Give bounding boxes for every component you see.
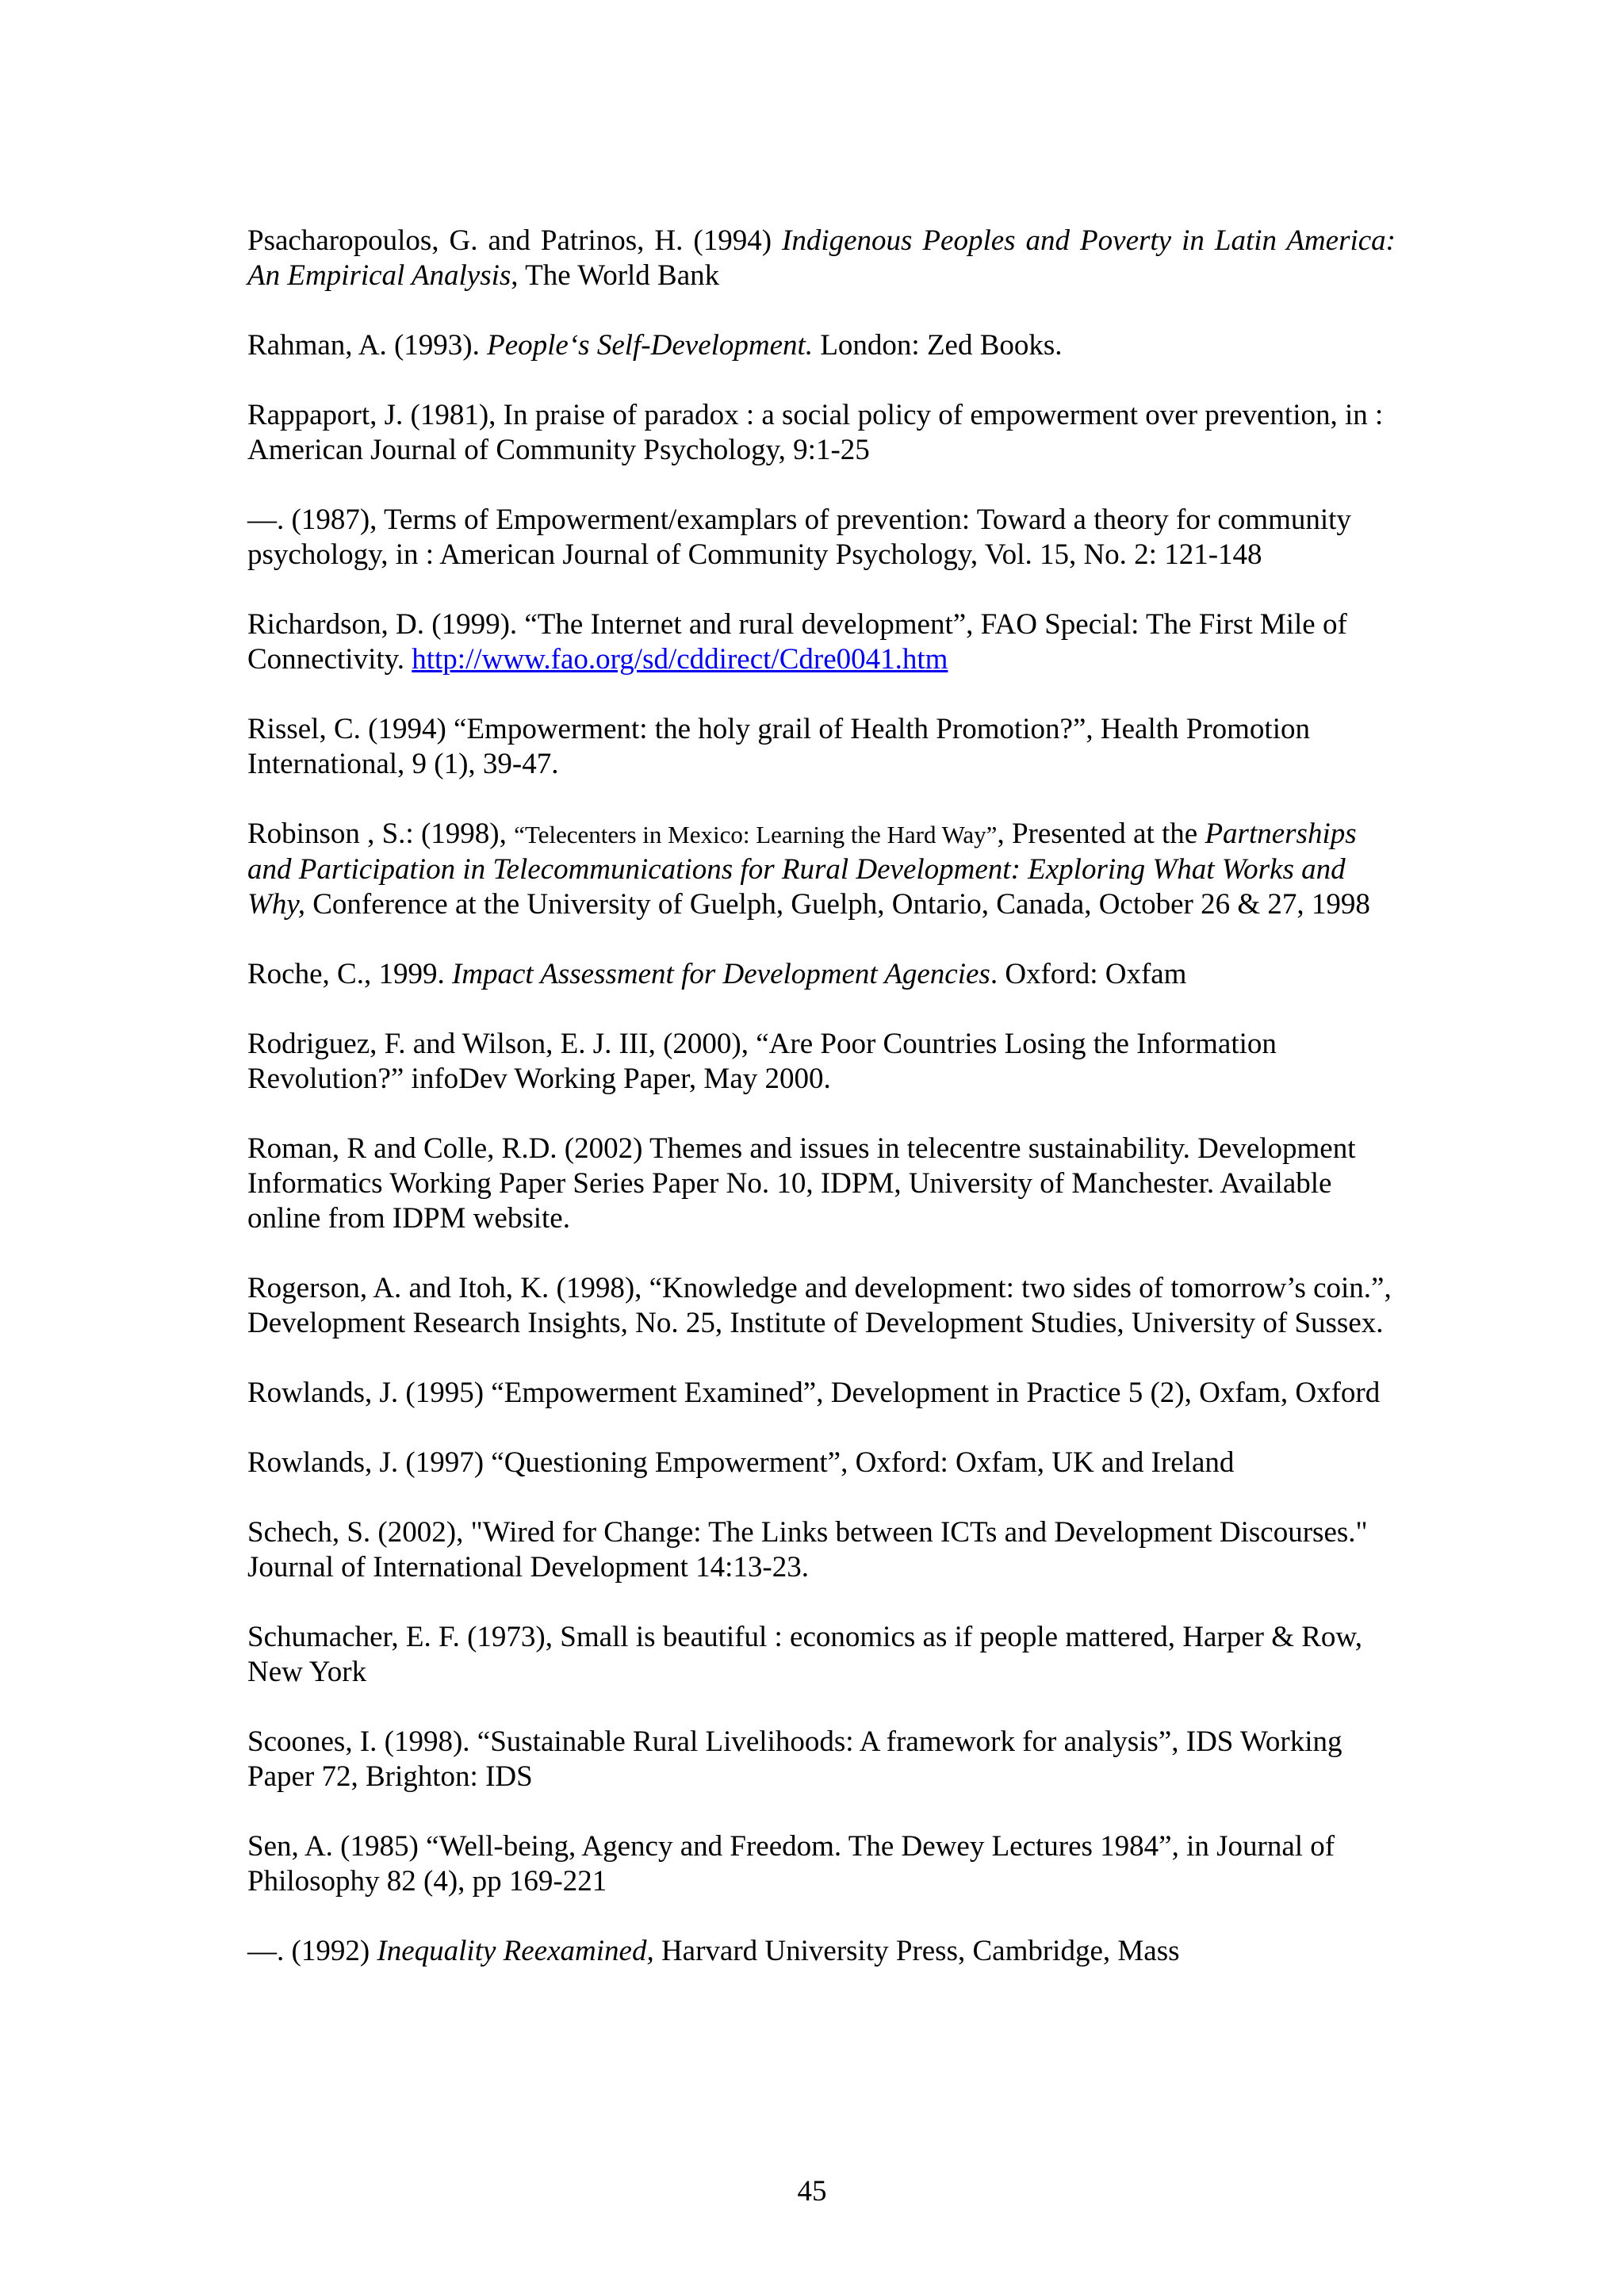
reference-url-link[interactable]: http://www.fao.org/sd/cddirect/Cdre0041.htm	[412, 643, 948, 676]
reference-entry: Robinson , S.: (1998), “Telecenters in Mexico: Learning the Hard Way”, Presented at the Partnerships and Participation in Telecommunications for Rural Development: Exploring What Works and Why, Conference at the University of Guelph, Guelph, Ontario, Canada, October 26 & 27, 1998	[247, 818, 1370, 921]
reference-entry: Roman, R and Colle, R.D. (2002) Themes and issues in telecentre sustainability. Development Informatics Working Paper Series Paper No. 10, IDPM, University of Manchester. Available online from IDPM website.	[247, 1132, 1356, 1235]
reference-entry: Rowlands, J. (1995) “Empowerment Examined”, Development in Practice 5 (2), Oxfam, Oxford	[247, 1377, 1381, 1409]
reference-entry: Rissel, C. (1994) “Empowerment: the holy grail of Health Promotion?”, Health Promotion International, 9 (1), 39-47.	[247, 713, 1310, 780]
reference-entry: Schech, S. (2002), "Wired for Change: The Links between ICTs and Development Discourses." Journal of International Development 14:13-23.	[247, 1516, 1368, 1584]
reference-entry: —. (1992) Inequality Reexamined, Harvard University Press, Cambridge, Mass	[247, 1935, 1180, 1967]
reference-entry: Scoones, I. (1998). “Sustainable Rural Livelihoods: A framework for analysis”, IDS Working Paper 72, Brighton: IDS	[247, 1725, 1342, 1793]
reference-entry: Rappaport, J. (1981), In praise of paradox : a social policy of empowerment over prevention, in : American Journal of Community Psychology, 9:1-25	[247, 399, 1384, 466]
reference-entry: Richardson, D. (1999). “The Internet and rural development”, FAO Special: The First Mile of Connectivity. http://www.fao.org/sd/cddirect/Cdre0041.htm	[247, 608, 1347, 676]
reference-entry: Rowlands, J. (1997) “Questioning Empowerment”, Oxford: Oxfam, UK and Ireland	[247, 1446, 1235, 1479]
reference-entry: Sen, A. (1985) “Well-being, Agency and Freedom. The Dewey Lectures 1984”, in Journal of Philosophy 82 (4), pp 169-221	[247, 1830, 1335, 1898]
reference-entry: Psacharopoulos, G. and Patrinos, H. (1994) Indigenous Peoples and Poverty in Latin America: An Empirical Analysis, The World Bank	[247, 224, 1396, 292]
reference-entry: —. (1987), Terms of Empowerment/examplars of prevention: Toward a theory for community psychology, in : American Journal of Community Psychology, Vol. 15, No. 2: 121-148	[247, 504, 1351, 571]
reference-entry: Schumacher, E. F. (1973), Small is beautiful : economics as if people mattered, Harper & Row, New York	[247, 1621, 1362, 1688]
reference-entry: Rahman, A. (1993). People‘s Self-Development. London: Zed Books.	[247, 329, 1063, 362]
reference-list	[247, 224, 1396, 2004]
reference-entry: Rodriguez, F. and Wilson, E. J. III, (2000), “Are Poor Countries Losing the Information Revolution?” infoDev Working Paper, May 2000.	[247, 1028, 1277, 1095]
reference-entry: Roche, C., 1999. Impact Assessment for Development Agencies. Oxford: Oxfam	[247, 958, 1187, 990]
reference-entry: Rogerson, A. and Itoh, K. (1998), “Knowledge and development: two sides of tomorrow’s coin.”, Development Research Insights, No. 25, Institute of Development Studies, University of Sussex.	[247, 1272, 1392, 1339]
page-number: 45	[797, 2175, 827, 2208]
